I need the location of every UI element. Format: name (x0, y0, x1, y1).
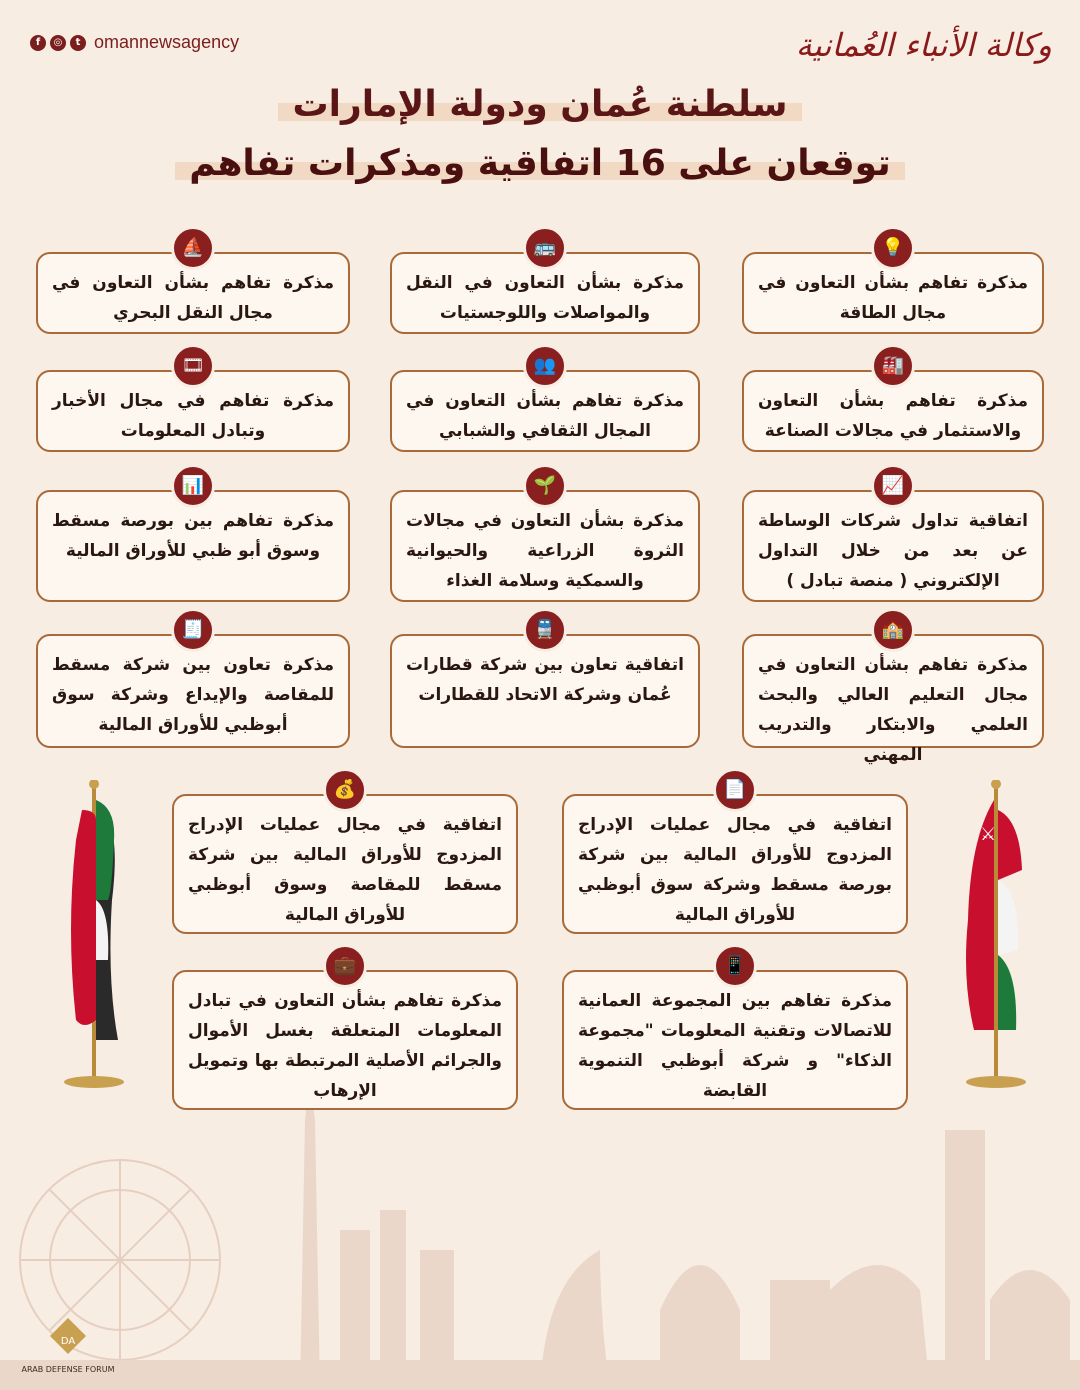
title-line-2: توقعان على 16 اتفاقية ومذكرات تفاهم (175, 143, 905, 184)
agreement-text: مذكرة تفاهم بشأن التعاون في تبادل المعلومات المتعلقة بغسل الأموال والجرائم الأصلية المرتبطة بها وتمويل الإرهاب (188, 991, 502, 1101)
document-dollar-icon: 📄 (713, 768, 757, 812)
agreement-text: اتفاقية في مجال عمليات الإدراج المزدوج للأوراق المالية بين شركة بورصة مسقط وشركة سوق أبوظبي للأوراق المالية (578, 815, 892, 925)
agreement-text: مذكرة تفاهم بشأن التعاون في مجال التعليم العالي والبحث العلمي والابتكار والتدريب المهني (758, 655, 1028, 765)
agreement-text: مذكرة تفاهم بشأن التعاون في مجال الطاقة (758, 273, 1028, 323)
plant-icon: 🌱 (523, 464, 567, 508)
uae-flag (52, 780, 142, 1090)
watermark-text: ARAB DEFENSE FORUM (21, 1365, 115, 1374)
bus-icon: 🚌 (523, 226, 567, 270)
agreement-card (562, 970, 908, 1110)
factory-icon: 🏭 (871, 344, 915, 388)
facebook-icon[interactable]: f (30, 35, 46, 51)
oman-flag (950, 780, 1040, 1090)
film-icon: 🎞 (171, 344, 215, 388)
money-bag-icon: 💰 (323, 768, 367, 812)
train-icon: 🚆 (523, 608, 567, 652)
social-bar (30, 32, 239, 53)
twitter-icon[interactable]: t (70, 35, 86, 51)
agreement-card (172, 794, 518, 934)
agreement-text: اتفاقية تعاون بين شركة قطارات عُمان وشركة الاتحاد للقطارات (406, 655, 684, 705)
skyline-illustration (0, 1060, 1080, 1390)
agreement-text: اتفاقية تداول شركات الوساطة عن بعد من خلال التداول الإلكتروني ( منصة تبادل ) (758, 511, 1028, 591)
svg-text:⚔: ⚔ (980, 824, 997, 845)
people-icon: 👥 (523, 344, 567, 388)
agreement-card (172, 970, 518, 1110)
trading-screen-icon: 📈 (871, 464, 915, 508)
lightbulb-icon: 💡 (871, 226, 915, 270)
agreement-text: مذكرة تفاهم بشأن التعاون في المجال الثقافي والشبابي (406, 391, 684, 441)
agreement-text: مذكرة بشأن التعاون في مجالات الثروة الزراعية والحيوانية والسمكية وسلامة الغذاء (406, 511, 684, 591)
agreement-text: مذكرة تفاهم بشأن التعاون والاستثمار في مجالات الصناعة (758, 391, 1028, 441)
agreement-text: اتفاقية في مجال عمليات الإدراج المزدوج للأوراق المالية بين شركة مسقط للمقاصة وسوق أبوظبي للأوراق المالية (188, 815, 502, 925)
smartphone-icon: 📱 (713, 944, 757, 988)
briefcase-dollar-icon: 💼 (323, 944, 367, 988)
agreement-text: مذكرة تفاهم بشأن التعاون في مجال النقل البحري (52, 273, 334, 323)
instagram-icon[interactable]: ◎ (50, 35, 66, 51)
social-handle[interactable]: omannewsagency (94, 32, 240, 52)
title-line-1: سلطنة عُمان ودولة الإمارات (278, 84, 801, 125)
agreement-text: مذكرة تعاون بين شركة مسقط للمقاصة والإيداع وشركة سوق أبوظبي للأوراق المالية (52, 655, 334, 735)
agreement-text: مذكرة تفاهم بين بورصة مسقط وسوق أبو ظبي للأوراق المالية (52, 511, 334, 561)
agreement-text: مذكرة تفاهم في مجال الأخبار وتبادل المعلومات (52, 391, 334, 441)
agreement-text: مذكرة تفاهم بين المجموعة العمانية للاتصالات وتقنية المعلومات "مجموعة الذكاء" و شركة أبوظبي التنموية القابضة (578, 991, 892, 1101)
agency-logo: وكالة الأنباء العُمانية (795, 26, 1052, 64)
watermark-logo (8, 1316, 128, 1386)
growth-chart-icon: 📊 (171, 464, 215, 508)
title-block (0, 84, 1080, 184)
svg-text:DA: DA (60, 1336, 76, 1347)
agreement-card (562, 794, 908, 934)
education-icon: 🏫 (871, 608, 915, 652)
cash-register-icon: 🧾 (171, 608, 215, 652)
ship-icon: ⛵ (171, 226, 215, 270)
agreement-text: مذكرة بشأن التعاون في النقل والمواصلات واللوجستيات (406, 273, 684, 323)
